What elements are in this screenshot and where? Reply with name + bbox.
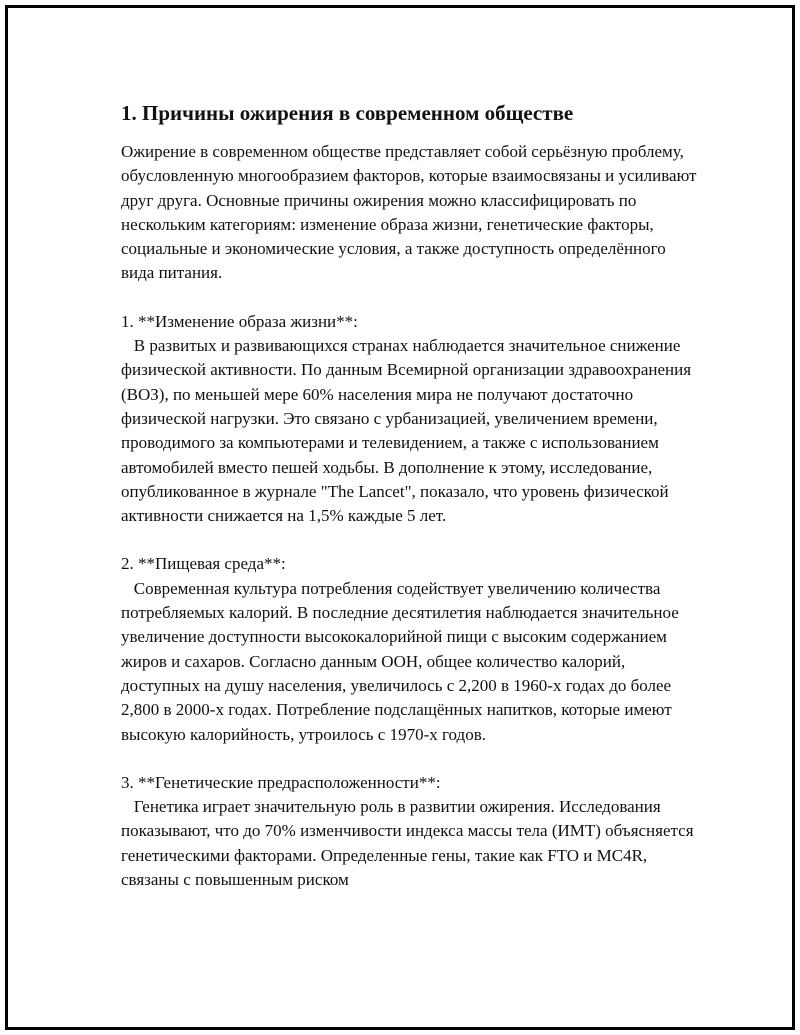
intro-paragraph: Ожирение в современном обществе представляет собой серьёзную проблему, обусловленную многообразием факторов, которые взаимосвязаны и усиливают друг друга. Основные причины ожирения можно классифицировать по нескольким категориям: изменение образа жизни, генетические факторы, социальные и экономические условия, а также доступность определённого вида питания.	[121, 142, 701, 283]
subsection-body-food-environment: Современная культура потребления содействует увеличению количества потребляемых калорий. В последние десятилетия наблюдается значительное увеличение доступности высококалорийной пищи с высоким содержанием жиров и сахаров. Согласно данным ООН, общее количество калорий, доступных на душу населения, увеличилось с 2,200 в 1960-х годах до более 2,800 в 2000-х годах. Потребление подслащённых напитков, которые имеют высокую калорийность, утроилось с 1970-х годов.	[121, 578, 683, 744]
subsection-body-lifestyle: В развитых и развивающихся странах наблюдается значительное снижение физической активности. По данным Всемирной организации здравоохранения (ВОЗ), по меньшей мере 60% населения мира не получают достаточно физической нагрузки. Это связано с урбанизацией, увеличением времени, проводимого за компьютерами и телевидением, а также с использованием автомобилей вместо пешей ходьбы. В дополнение к этому, исследование, опубликованное в журнале "The Lancet", показало, что уровень физической активности снижается на 1,5% каждые 5 лет.	[121, 336, 696, 526]
paragraph-gap	[121, 747, 701, 771]
section-heading: 1. Причины ожирения в современном обществе	[121, 101, 574, 125]
paragraph-gap	[121, 528, 701, 552]
subsection-body-genetics: Генетика играет значительную роль в развитии ожирения. Исследования показывают, что до 70% изменчивости индекса массы тела (ИМТ) объясняется генетическими факторами. Определенные гены, такие как FTO и MC4R, связаны с повышенным риском	[121, 797, 698, 890]
subsection-title-lifestyle: 1. **Изменение образа жизни**:	[121, 311, 358, 331]
page-frame	[5, 5, 795, 1030]
paragraph-gap	[121, 286, 701, 310]
subsection-title-food-environment: 2. **Пищевая среда**:	[121, 554, 286, 574]
subsection-title-genetics: 3. **Генетические предрасположенности**:	[121, 772, 441, 792]
document-body	[121, 97, 701, 892]
